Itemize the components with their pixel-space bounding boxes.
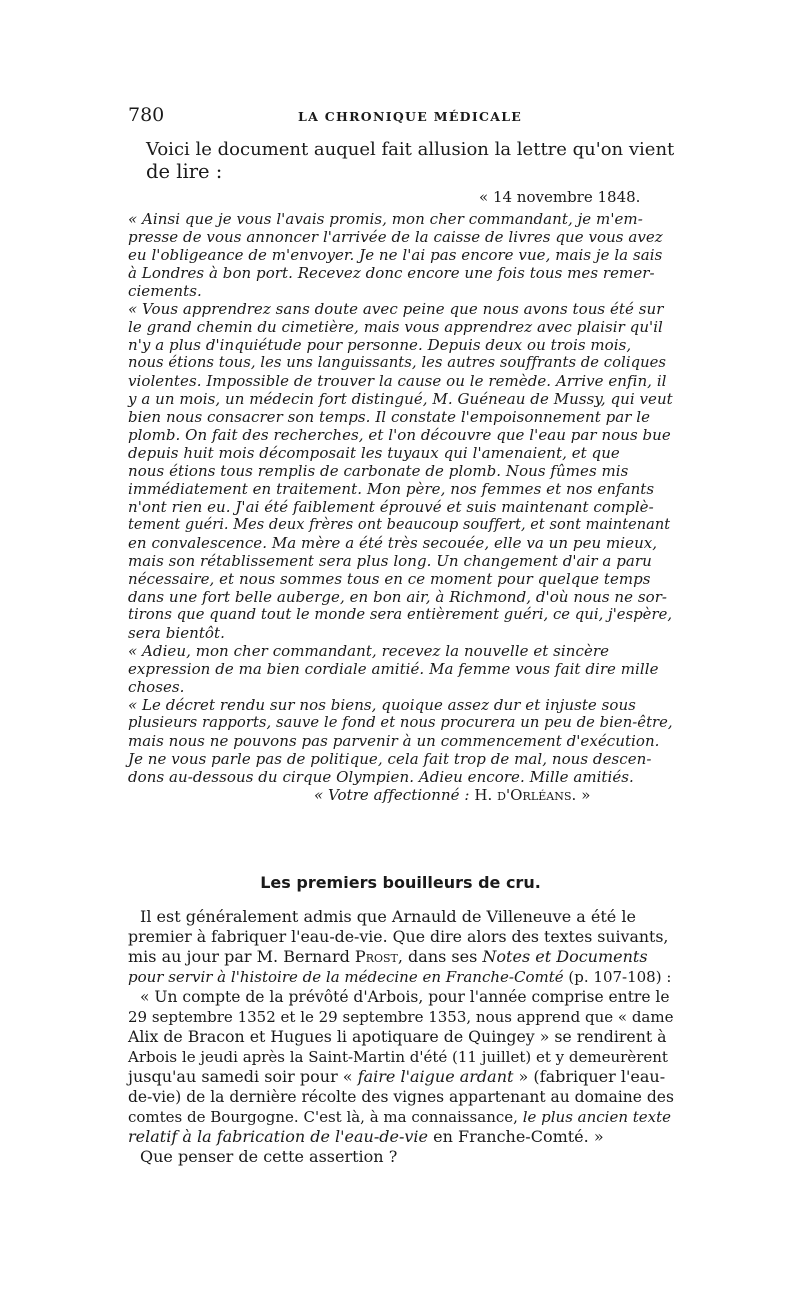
letter-line: en convalescence. Ma mère a été très secouée, elle va un peu mieux, [128, 534, 658, 552]
quote-line [128, 1127, 673, 1147]
paragraph-line: premier à fabriquer l'eau-de-vie. Que dire alors des textes suivants, [128, 927, 669, 946]
book-title: pour servir à l'histoire de la médecine en Franche-Comté [128, 968, 564, 986]
letter-line: le grand chemin du cimetière, mais vous apprendrez avec plaisir qu'il [128, 318, 663, 336]
signoff-text: « Votre affectionné : [314, 786, 470, 804]
intro-line: de lire : [146, 160, 223, 183]
quote-line: 29 septembre 1352 et le 29 septembre 1353, nous apprend que « dame [128, 1008, 674, 1026]
emphasis-text: le plus ancien texte [522, 1108, 672, 1126]
quote-line [128, 1107, 673, 1127]
letter-line: depuis huit mois décomposait les tuyaux qui l'amenaient, et que [128, 444, 620, 462]
text-run: jusqu'au samedi soir pour « [128, 1067, 353, 1086]
letter-line: plusieurs rapports, sauve le fond et nous procurera un peu de bien-être, [128, 714, 673, 731]
quote-line: « Un compte de la prévôté d'Arbois, pour l'année comprise entre le [140, 988, 670, 1006]
letter-line: « Adieu, mon cher commandant, recevez la nouvelle et sincère [128, 642, 610, 660]
letter-line: mais nous ne pouvons pas parvenir à un commencement d'exécution. [128, 732, 660, 750]
closing-question: Que penser de cette assertion ? [140, 1147, 398, 1166]
letter-line: tirons que quand tout le monde sera entièrement guéri, ce qui, j'espère, [128, 606, 673, 623]
letter-line: eu l'obligeance de m'envoyer. Je ne l'ai pas encore vue, mais je la sais [128, 246, 663, 264]
letter-line: nous étions tous, les uns languissants, les autres souffrants de coliques [128, 354, 667, 371]
letter-line: « Le décret rendu sur nos biens, quoique assez dur et injuste sous [128, 696, 636, 714]
text-run: mis au jour par M. Bernard [128, 947, 350, 966]
letter-line: Je ne vous parle pas de politique, cela fait trop de mal, nous descen- [128, 750, 652, 768]
letter-line: y a un mois, un médecin fort distingué, M. Guéneau de Mussy, qui veut [128, 390, 673, 408]
text-run: en Franche-Comté. » [433, 1127, 604, 1146]
letter-line: plomb. On fait des recherches, et l'on découvre que l'eau par nous bue [128, 426, 671, 444]
letter-line: n'ont rien eu. J'ai été faiblement éprouvé et suis maintenant complè- [128, 498, 654, 516]
letter-line: mais son rétablissement sera plus long. Un changement d'air a paru [128, 552, 652, 570]
text-run: dans ses [408, 947, 478, 966]
letter-line: à Londres à bon port. Recevez donc encore une fois tous mes remer- [128, 264, 655, 282]
letter-line: nécessaire, et nous sommes tous en ce moment pour quelque temps [128, 570, 651, 588]
letter-line: n'y a plus d'inquiétude pour personne. Depuis deux ou trois mois, [128, 336, 632, 354]
signoff-name: H. d'Orléans. [474, 786, 577, 804]
letter-line: choses. [128, 678, 185, 696]
quote-line: Arbois le jeudi après la Saint-Martin d'été (11 juillet) et y demeurèrent [128, 1048, 668, 1066]
text-run: comtes de Bourgogne. C'est là, à ma connaissance, [128, 1108, 518, 1126]
emphasis-text: relatif à la fabrication de l'eau-de-vie [128, 1127, 429, 1146]
letter-line: dons au-dessous du cirque Olympien. Adieu encore. Mille amitiés. [128, 768, 634, 786]
letter-line: immédiatement en traitement. Mon père, nos femmes et nos enfants [128, 480, 655, 498]
letter-line: expression de ma bien cordiale amitié. Ma femme vous fait dire mille [128, 660, 659, 678]
text-run: (p. 107-108) : [568, 968, 672, 986]
letter-line: tement guéri. Mes deux frères ont beaucoup souffert, et sont maintenant [128, 517, 671, 533]
letter-line: dans une fort belle auberge, en bon air, à Richmond, d'où nous ne sor- [128, 588, 668, 606]
intro-line: Voici le document auquel fait allusion la lettre qu'on vient [146, 139, 675, 160]
paragraph-line [128, 947, 673, 967]
letter-line: presse de vous annoncer l'arrivée de la caisse de livres que vous avez [128, 228, 663, 246]
page-header [128, 104, 673, 130]
emphasis-text: faire l'aigue ardant [357, 1067, 514, 1086]
letter-line: « Ainsi que je vous l'avais promis, mon cher commandant, je m'em- [128, 210, 643, 228]
running-title: LA CHRONIQUE MÉDICALE [298, 109, 523, 124]
letter-line: nous étions tous remplis de carbonate de plomb. Nous fûmes mis [128, 462, 629, 480]
book-title: Notes et Documents [482, 947, 648, 966]
page-number: 780 [128, 104, 165, 126]
quote-line: Alix de Bracon et Hugues li apotiquare de Quingey » se rendirent à [128, 1027, 667, 1046]
letter-line: « Vous apprendrez sans doute avec peine que nous avons tous été sur [128, 300, 664, 318]
letter-line: bien nous consacrer son temps. Il constate l'empoisonnement par le [128, 408, 651, 426]
author-name: Prost, [354, 947, 403, 966]
letter-line: violentes. Impossible de trouver la cause ou le remède. Arrive enfin, il [128, 372, 667, 390]
letter-line: sera bientôt. [128, 624, 225, 642]
quote-line [128, 1067, 673, 1087]
paragraph-line [128, 967, 673, 987]
letter-date: « 14 novembre 1848. [479, 188, 641, 206]
letter-signoff [314, 786, 590, 804]
paragraph-line: Il est généralement admis que Arnauld de Villeneuve a été le [140, 907, 636, 926]
signoff-close: » [581, 786, 591, 804]
quote-line: de-vie) de la dernière récolte des vignes appartenant au domaine des [128, 1088, 674, 1106]
section-title: Les premiers bouilleurs de cru. [260, 873, 541, 892]
text-run: » (fabriquer l'eau- [518, 1067, 666, 1086]
letter-line: ciements. [128, 282, 202, 300]
